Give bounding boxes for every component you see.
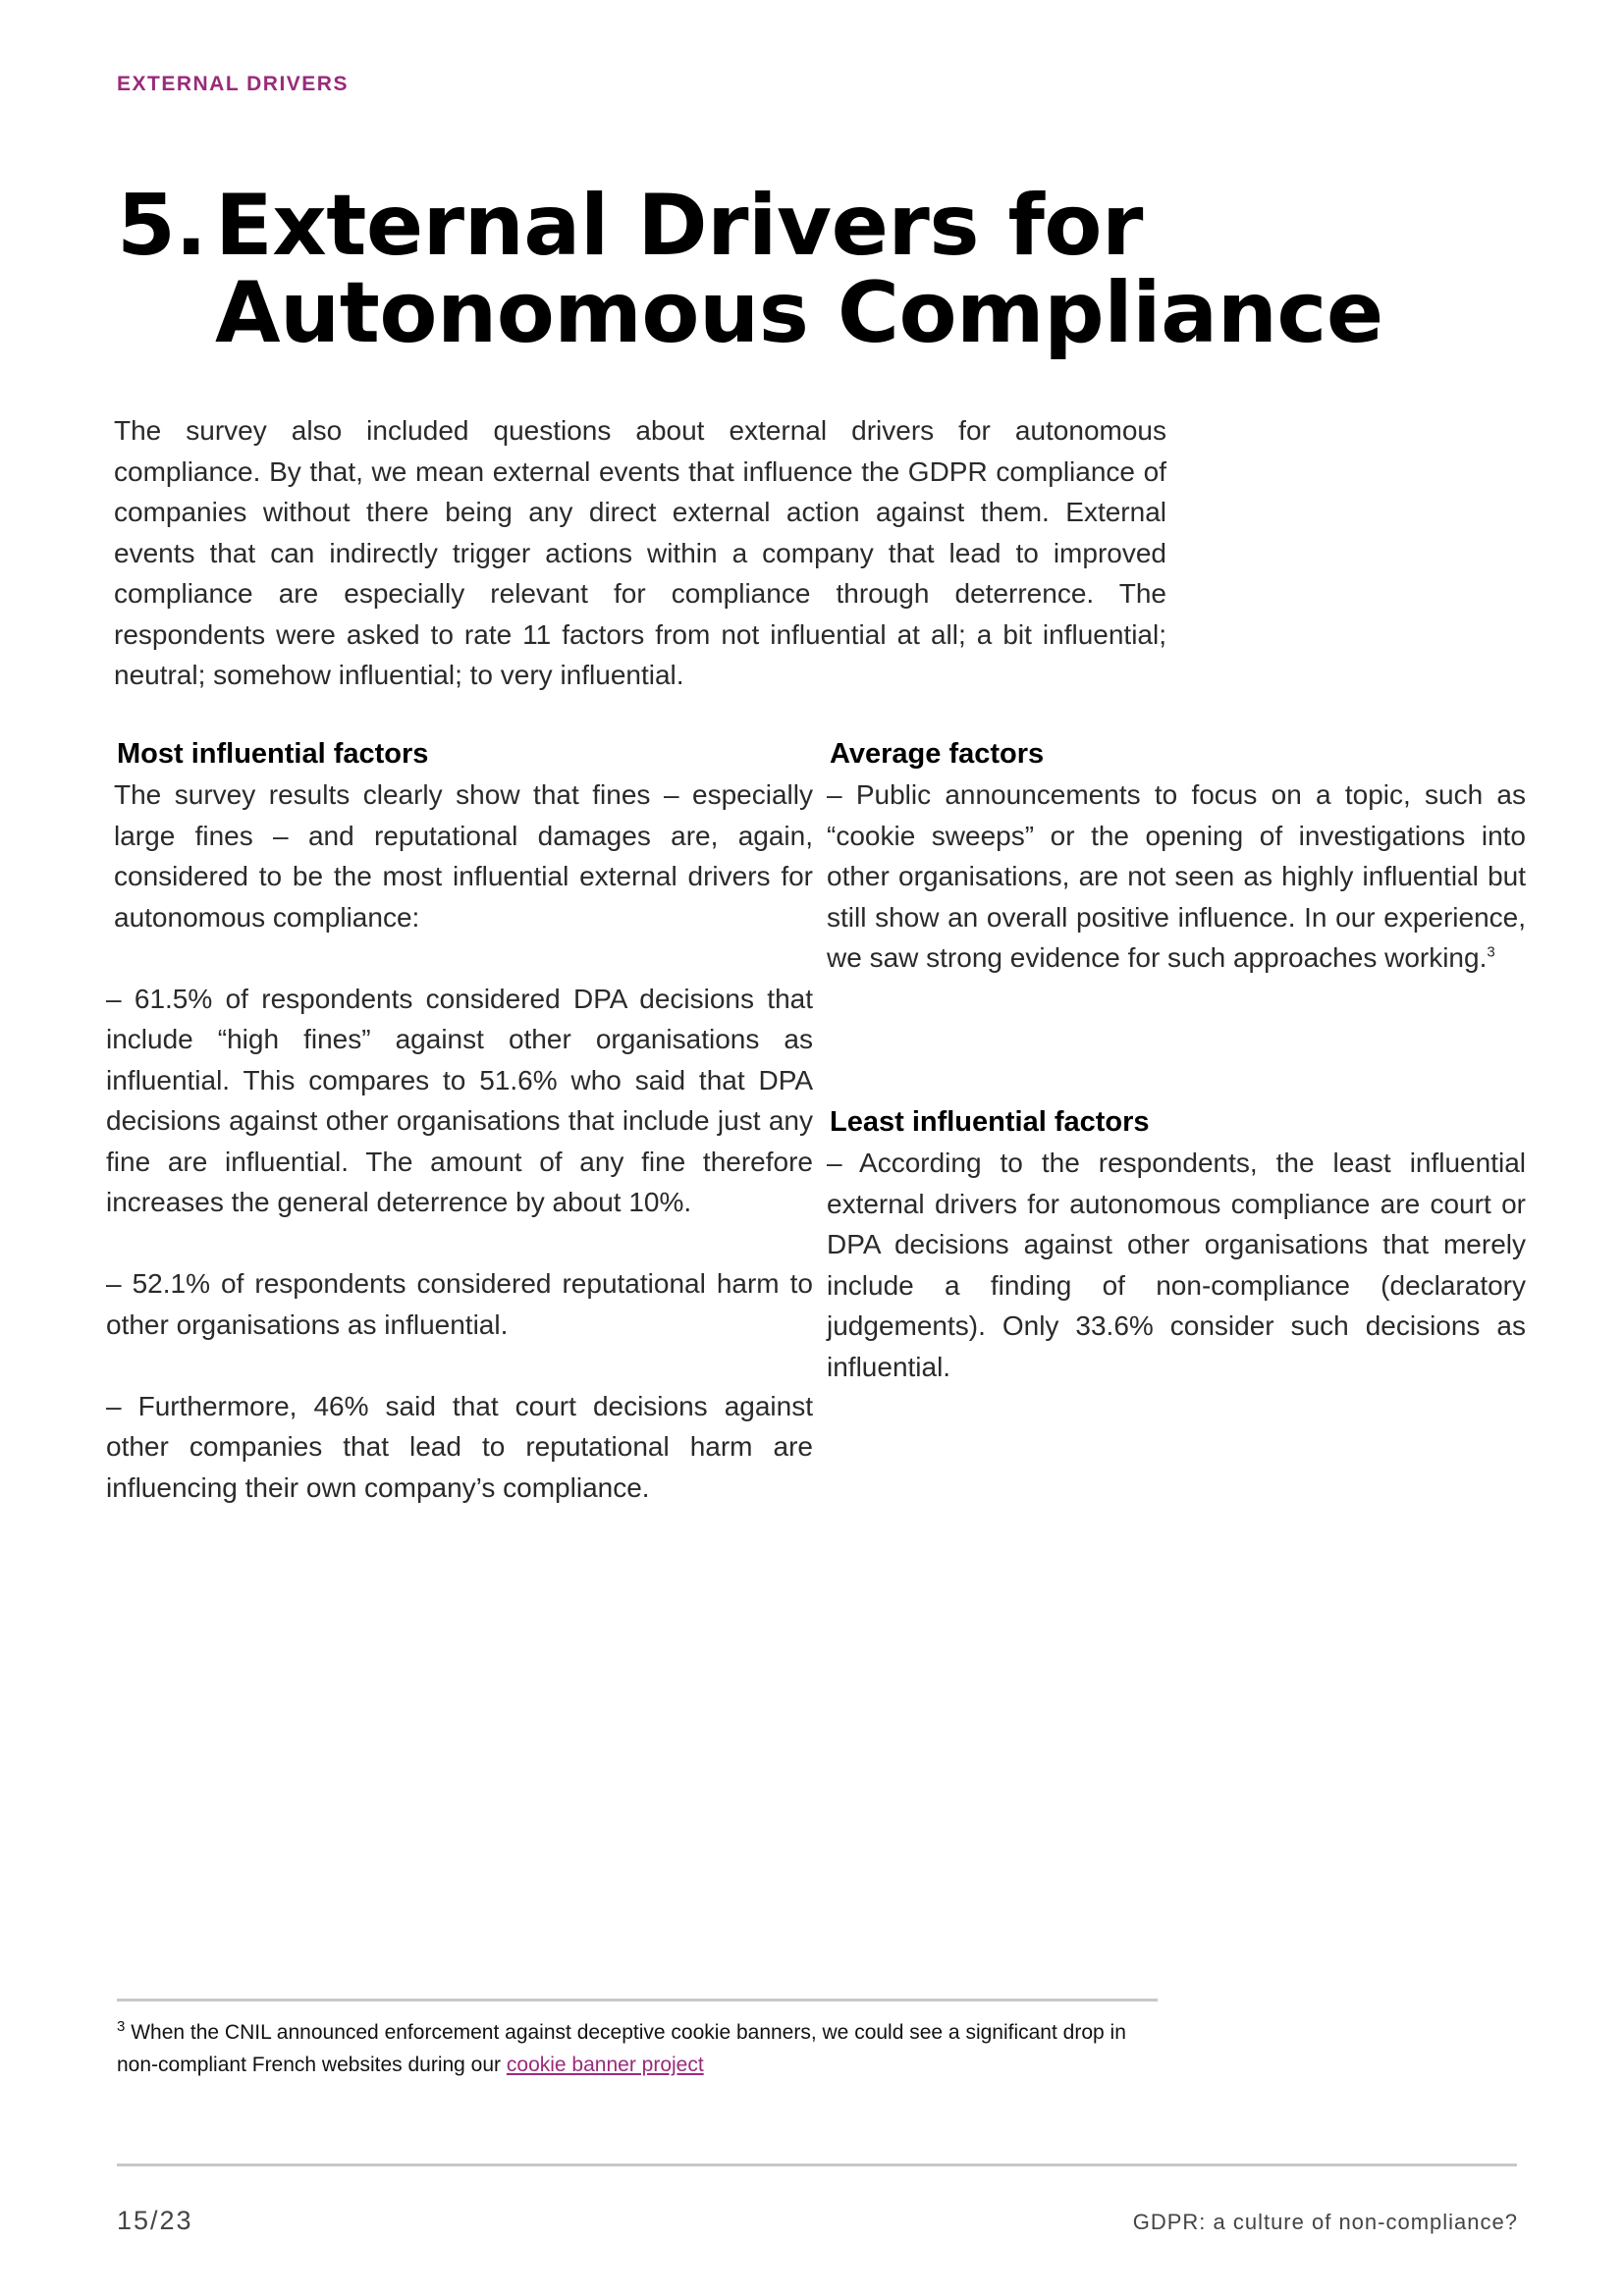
right-column-average — [827, 734, 1526, 979]
section-label: EXTERNAL DRIVERS — [117, 73, 349, 95]
right-column-least — [827, 1102, 1526, 1387]
most-influential-heading: Most influential factors — [117, 738, 429, 770]
average-factors-text — [827, 774, 1526, 979]
footnote — [117, 2016, 1169, 2081]
list-item: – 52.1% of respondents considered reputational harm to other organisations as influential. — [106, 1268, 813, 1340]
average-factors-body: – Public announcements to focus on a topic, such as “cookie sweeps” or the opening of investigations into other organisations, are not seen as highly influential but still show an overall positive influence. In our experience, we saw strong evidence for such approaches working. — [827, 779, 1526, 973]
footnote-text: When the CNIL announced enforcement against deceptive cookie banners, we could see a significant drop in non-compliant French websites during our — [117, 2021, 1126, 2076]
cookie-banner-project-link[interactable]: cookie banner project — [506, 2054, 704, 2076]
footnote-divider — [117, 1999, 1158, 2002]
least-influential-heading: Least influential factors — [830, 1106, 1150, 1138]
average-factors-heading: Average factors — [830, 738, 1045, 770]
title-line-2: Autonomous Compliance — [215, 264, 1383, 362]
list-item: – 61.5% of respondents considered DPA decisions that include “high fines” against other organisations as influential. This compares to 51.6% who said that DPA decisions against other organisations that include just any fine are influential. The amount of any fine therefore increases the general deterrence by about 10%. — [106, 983, 813, 1217]
intro-paragraph: The survey also included questions about external drivers for autonomous compliance. By that, we mean external events that influence the GDPR compliance of companies without there being any direct external action against them. External events that can indirectly trigger actions within a company that lead to improved compliance are especially relevant for compliance through deterrence. The respondents were asked to rate 11 factors from not influential at all; a bit influential; neutral; somehow influential; to very influential. — [114, 415, 1166, 690]
footnote-marker: 3 — [117, 2018, 126, 2035]
list-item: – Furthermore, 46% said that court decisions against other companies that lead to reputational harm are influencing their own company’s compliance. — [106, 1390, 813, 1503]
least-influential-text: – According to the respondents, the least influential external drivers for autonomous compliance are court or DPA decisions against other organisations that merely include a finding of non-compliance (declaratory judgements). Only 33.6% consider such decisions as influential. — [827, 1148, 1526, 1382]
footnote-reference[interactable]: 3 — [1487, 943, 1495, 961]
left-column — [106, 734, 813, 1508]
page-number: 15/23 — [117, 2206, 193, 2235]
footer-divider — [117, 2163, 1517, 2166]
title-line-1: External Drivers for — [215, 177, 1143, 275]
page-title — [117, 177, 1383, 362]
title-number: 5. — [117, 177, 207, 275]
most-influential-lead: The survey results clearly show that fines – especially large fines – and reputational damages are, again, considered to be the most influential external drivers for autonomous compliance: — [114, 779, 813, 933]
document-title: GDPR: a culture of non-compliance? — [1132, 2210, 1518, 2234]
